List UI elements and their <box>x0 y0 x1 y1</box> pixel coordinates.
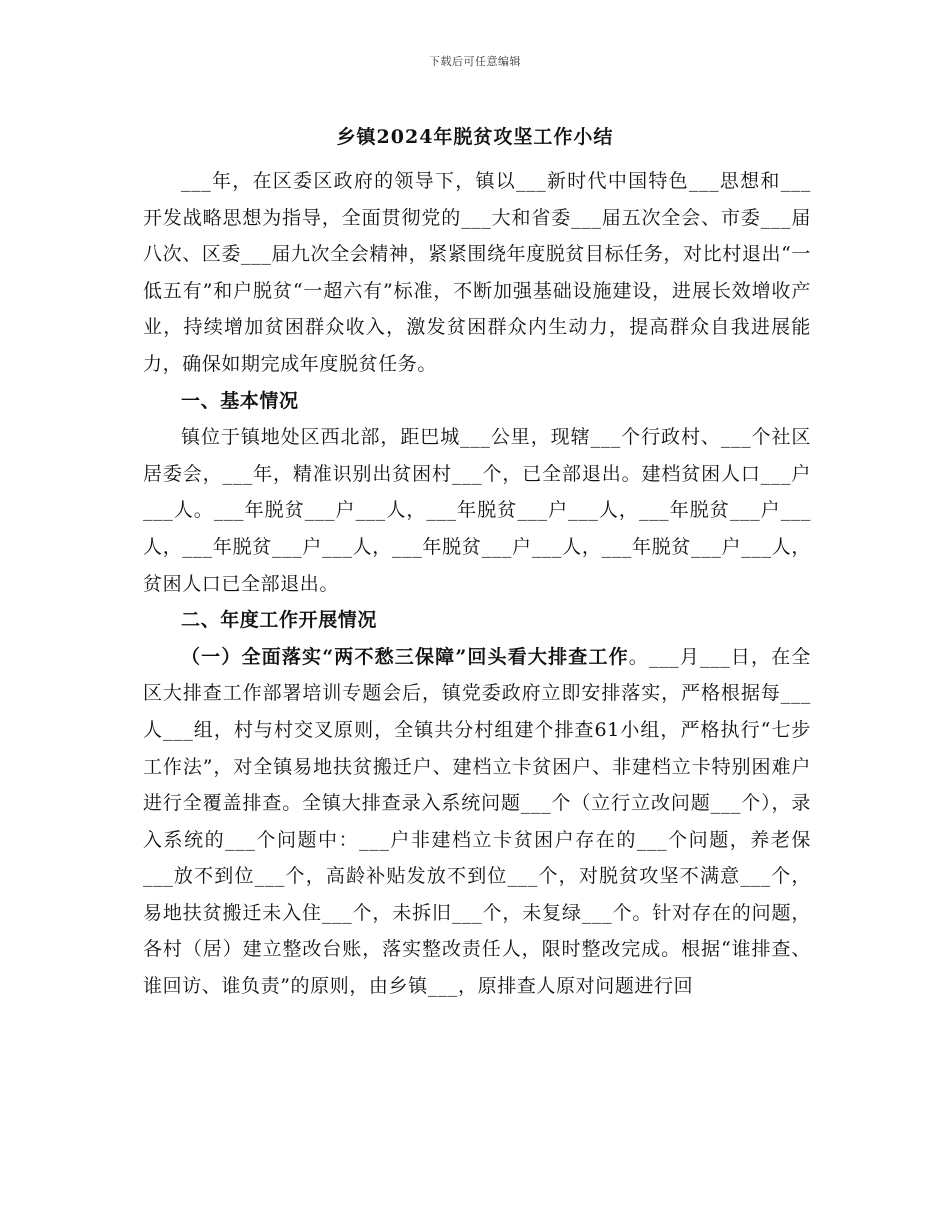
subsection-title: （一）全面落实“两不愁三保障”回头看大排查工作 <box>181 645 629 668</box>
intro-paragraph: ___年，在区委区政府的领导下，镇以___新时代中国特色___思想和___开发战略思想为指导，全面贯彻党的___大和省委___届五次全会、市委___届八次、区委___届九次全会精神，紧紧围绕年度脱贫目标任务，对比村退出“一低五有”和户脱贫“一超六有”标准，不断加强基础设施建设，进展长效增收产业，持续增加贫困群众收入，激发贫困群众内生动力，提高群众自我进展能力，确保如期完成年度脱贫任务。 <box>143 170 811 375</box>
subsection-text: 。___月___日，在全区大排查工作部署培训专题会后，镇党委政府立即安排落实，严格根据每___人___组，村与村交叉原则，全镇共分村组建个排查61小组，严格执行“七步工作法”，对全镇易地扶贫搬迁户、建档立卡贫困户、非建档立卡特别困难户进行全覆盖排查。全镇大排查录入系统问题___个（立行立改问题___个），录入系统的___个问题中：___户非建档立卡贫困户存在的___个问题，养老保___放不到位___个，高龄补贴发放不到位___个，对脱贫攻坚不满意___个，易地扶贫搬迁未入住___个，未拆旧___个，未复绿___个。针对存在的问题，各村（居）建立整改台账，落实整改责任人，限时整改完成。根据“谁排查、谁回访、谁负责”的原则，由乡镇___，原排查人原对问题进行回 <box>143 645 811 998</box>
annual-work-paragraph <box>143 639 811 1005</box>
document-body <box>143 163 811 1005</box>
header-note: 下载后可任意编辑 <box>429 55 521 68</box>
section-heading-basic-info: 一、基本情况 <box>181 389 299 412</box>
basic-info-paragraph: 镇位于镇地处区西北部，距巴城___公里，现辖___个行政村、___个社区居委会，___年，精准识别出贫困村___个，已全部退出。建档贫困人口___户___人。___年脱贫___户___人，___年脱贫___户___人，___年脱贫___户___人，___年脱贫___户___人，___年脱贫___户___人，___年脱贫___户___人，贫困人口已全部退出。 <box>143 426 811 595</box>
section-heading-annual-work: 二、年度工作开展情况 <box>181 609 378 632</box>
document-title: 乡镇2024年脱贫攻坚工作小结 <box>336 126 614 148</box>
